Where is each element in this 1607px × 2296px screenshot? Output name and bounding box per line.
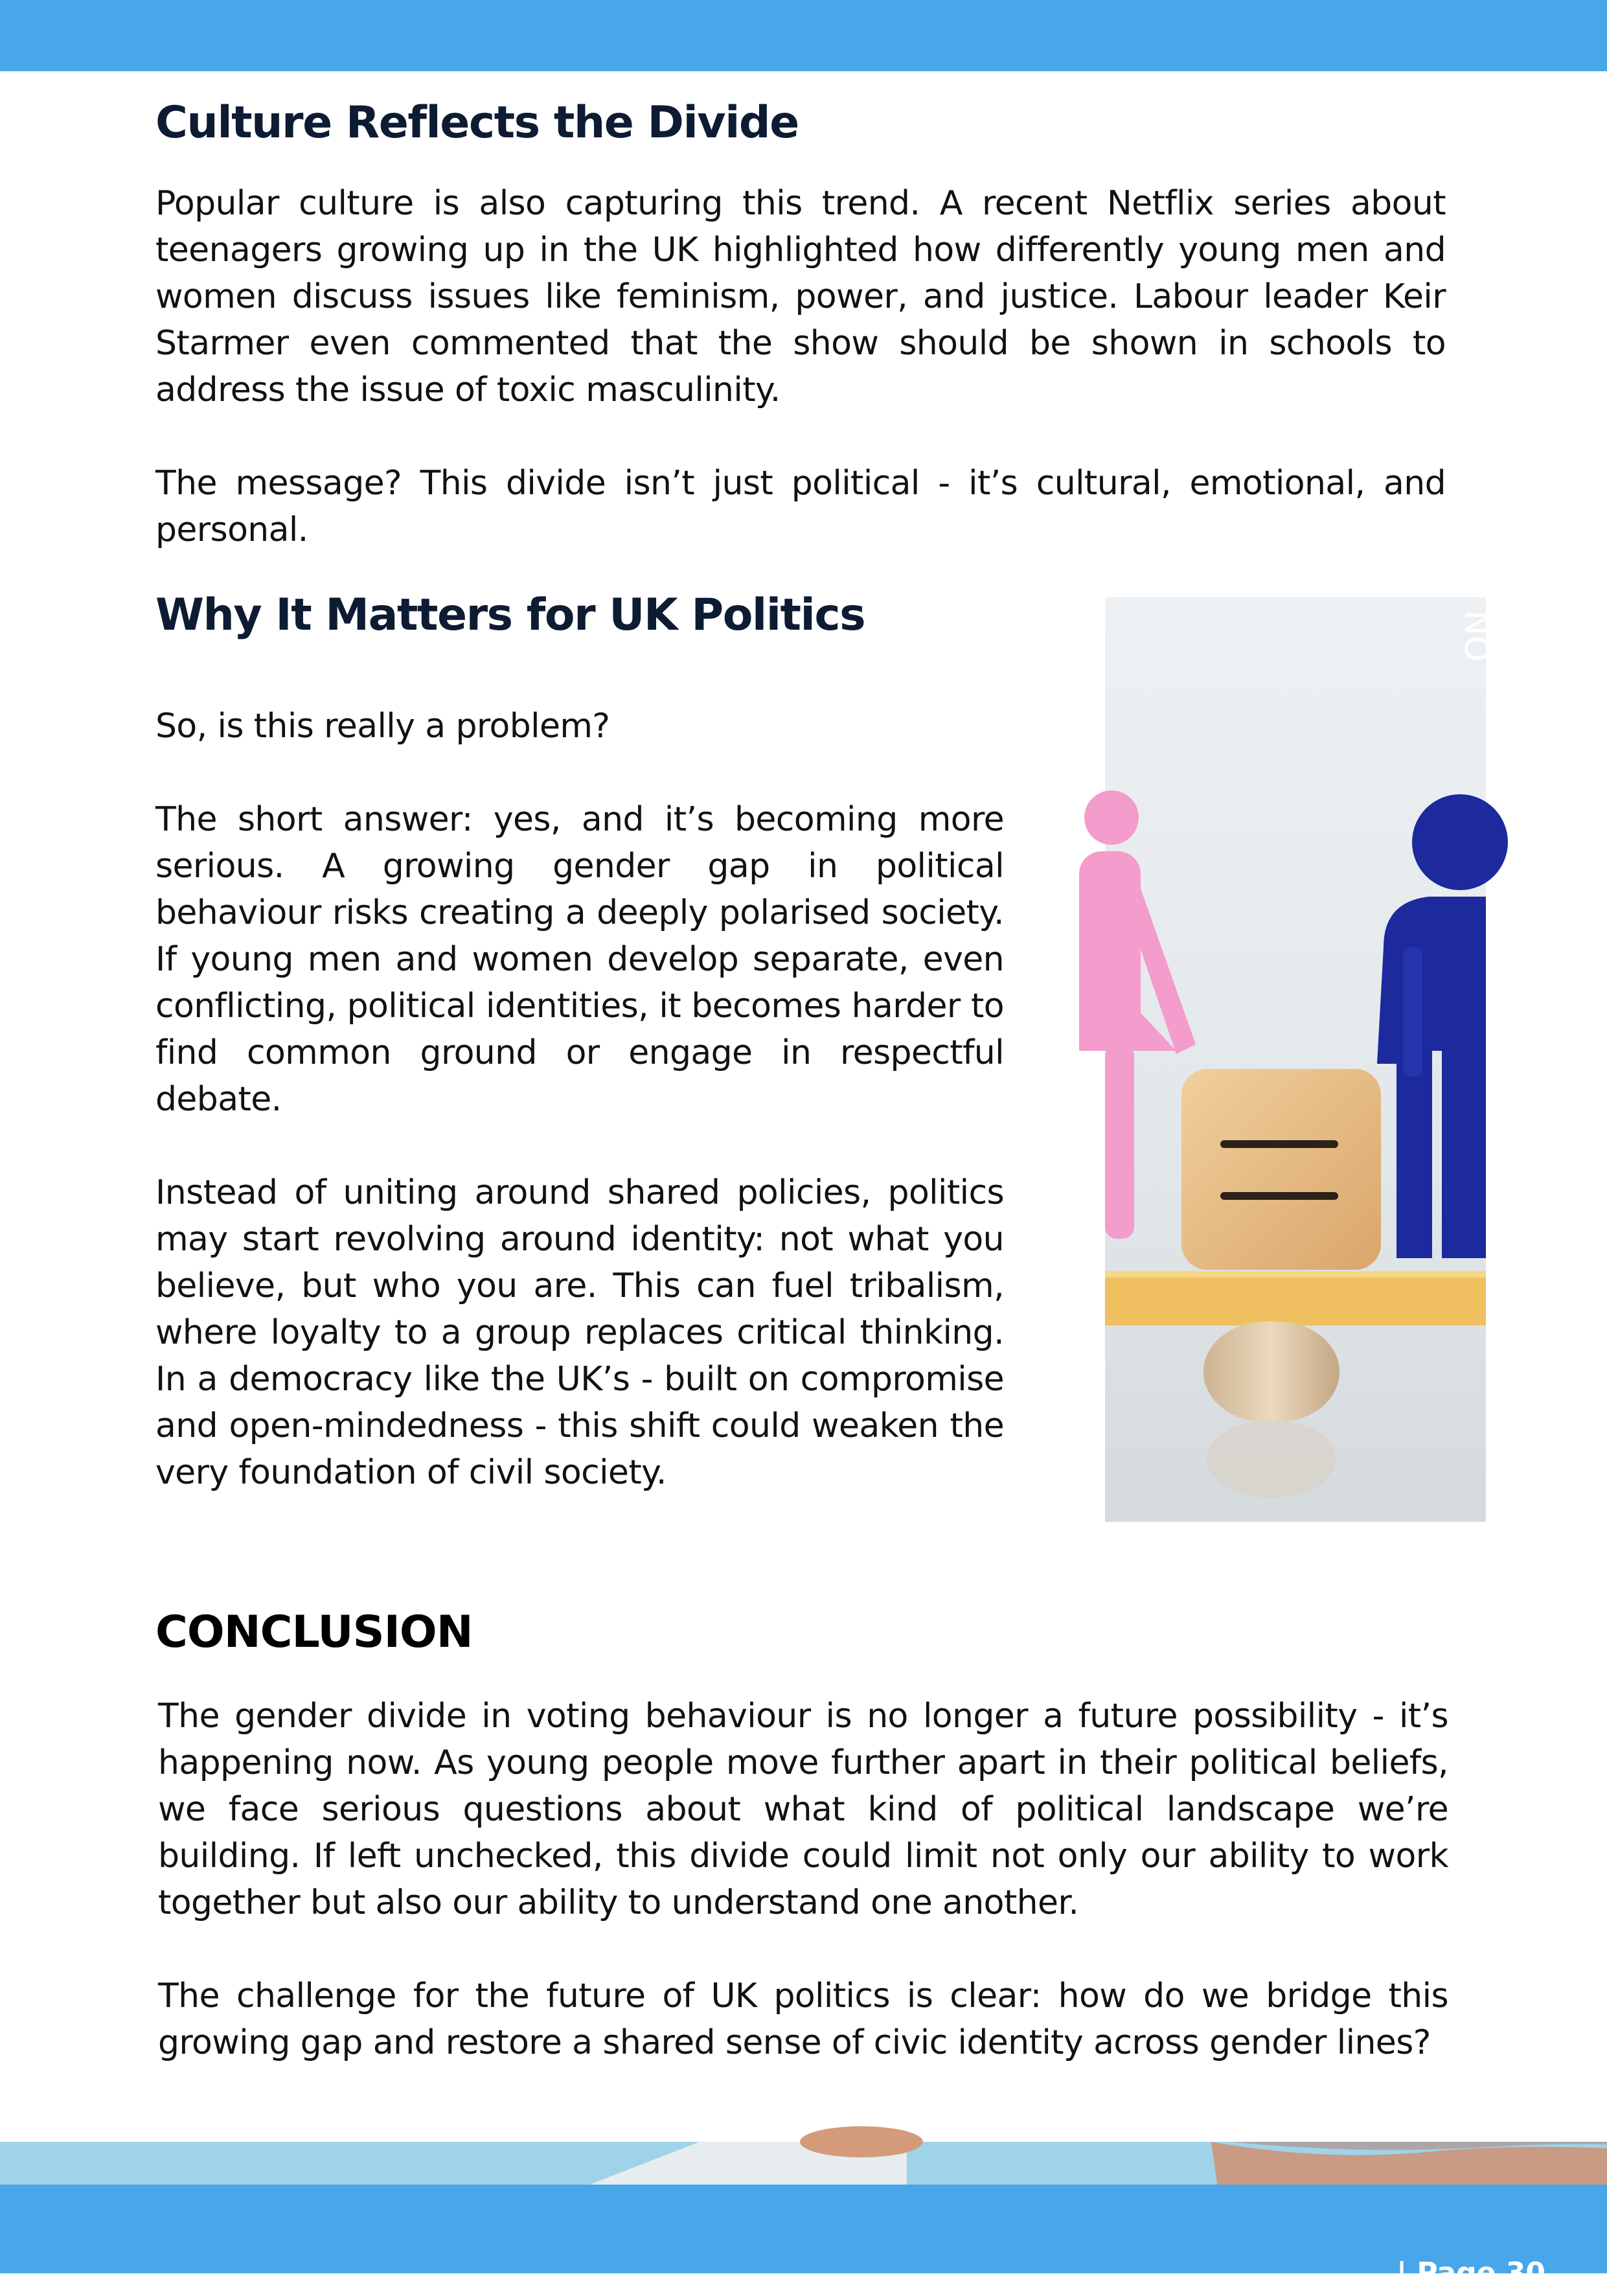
paragraph-conclusion-2: The challenge for the future of UK politics is clear: how do we bridge this growing gap and restore a shared sense of civic identity across gender lines? [158, 1977, 1448, 2062]
top-header-bar [0, 0, 1607, 71]
paragraph-why-1: So, is this really a problem? [155, 707, 610, 746]
equals-block [1181, 1069, 1381, 1270]
footer-bar [0, 2185, 1607, 2273]
paragraph-culture-1: Popular culture is also capturing this trend. A recent Netflix series about teenagers growing up in the UK highlighted how differently young men and women discuss issues like feminism, power, and justice. Labour leader Keir Starmer even commented that the show should be shown in schools to address the issue of toxic masculinity. [155, 184, 1446, 409]
photo-overlay-text: NO [1457, 610, 1496, 662]
heading-culture-reflects: Culture Reflects the Divide [155, 97, 799, 148]
gender-equality-photo [1105, 597, 1496, 1522]
bottom-photo-strip [0, 2142, 1607, 2187]
paragraph-why-2: The short answer: yes, and it’s becoming more serious. A growing gender gap in political behaviour risks creating a deeply polarised society. If young men and women develop separate, even conflicting, political identities, it becomes harder to find common ground or engage in respectful debate. [155, 800, 1004, 1119]
balance-plank [1105, 1271, 1486, 1326]
heading-conclusion: CONCLUSION [155, 1607, 473, 1658]
heading-why-it-matters: Why It Matters for UK Politics [155, 590, 865, 641]
page-number: | Page 30 [1396, 2256, 1545, 2290]
paragraph-conclusion-1: The gender divide in voting behaviour is no longer a future possibility - it’s happening now. As young people move further apart in their political beliefs, we face serious questions about what kind of political landscape we’re building. If left unchecked, this divide could limit not only our ability to work together but also our ability to understand one another. [158, 1697, 1448, 1922]
paragraph-why-3: Instead of uniting around shared policies, politics may start revolving around identity: not what you believe, but who you are. This can fuel tribalism, where loyalty to a group replaces critical thinking. In a democracy like the UK’s - built on compromise and open-mindedness - this shift could weaken the very foundation of civil society. [155, 1173, 1004, 1492]
paragraph-culture-2: The message? This divide isn’t just political - it’s cultural, emotional, and personal. [155, 464, 1446, 549]
